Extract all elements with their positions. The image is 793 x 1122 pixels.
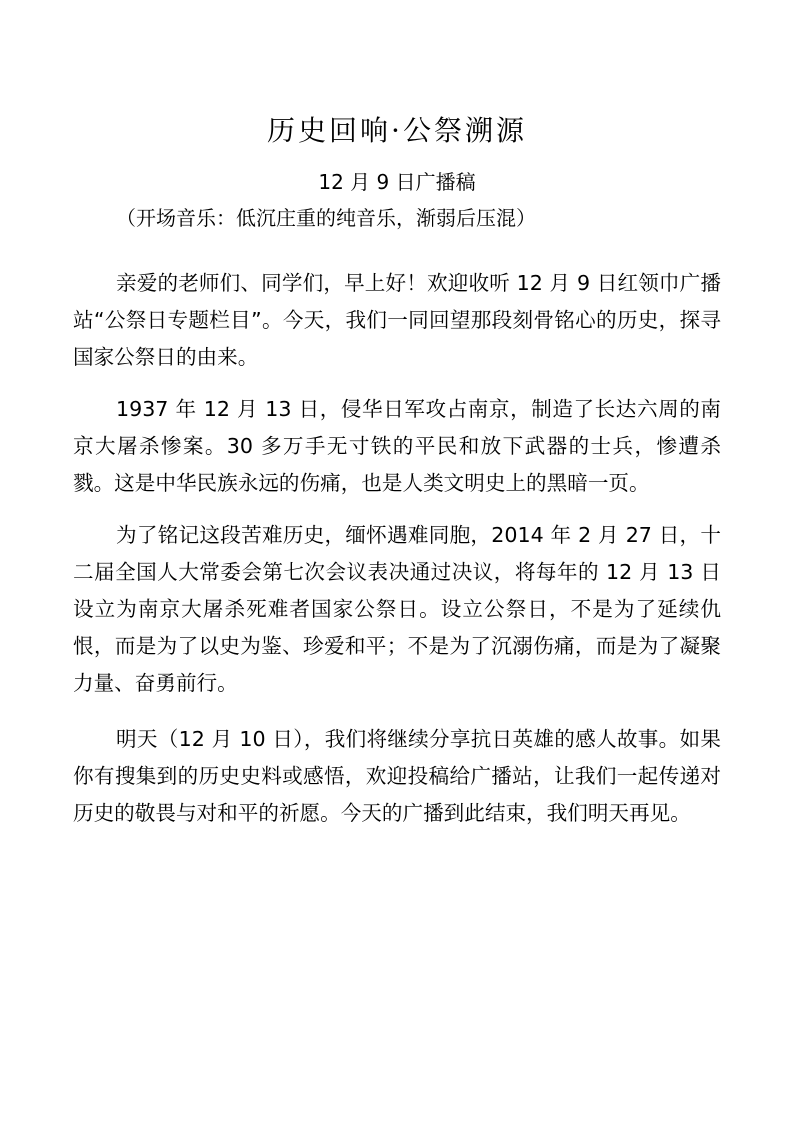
document-subtitle: 12 月 9 日广播稿 [318,170,476,194]
paragraph-history: 1937 年 12 月 13 日，侵华日军攻占南京，制造了长达六周的南京大屠杀惨案。30 多万手无寸铁的平民和放下武器的士兵，惨遭杀戮。这是中华民族永远的伤痛，也是人类文明史上的黑暗一页。 [73,396,721,495]
document-title: 历史回响·公祭溯源 [267,114,527,147]
paragraph-closing: 明天（12 月 10 日），我们将继续分享抗日英雄的感人故事。如果你有搜集到的历史史料或感悟，欢迎投稿给广播站，让我们一起传递对历史的敬畏与对和平的祈愿。今天的广播到此结束，我们明天再见。 [73,726,721,825]
paragraph-memorial-day: 为了铭记这段苦难历史，缅怀遇难同胞，2014 年 2 月 27 日，十二届全国人大常委会第七次会议表决通过决议，将每年的 12 月 13 日设立为南京大屠杀死难者国家公祭日。设立公祭日，不是为了延续仇恨，而是为了以史为鉴、珍爱和平；不是为了沉溺伤痛，而是为了凝聚力量、奋勇前行。 [73,522,721,695]
stage-note: （开场音乐：低沉庄重的纯音乐，渐弱后压混） [116,206,536,230]
paragraph-greeting: 亲爱的老师们、同学们，早上好！欢迎收听 12 月 9 日红领巾广播站“公祭日专题栏目”。今天，我们一同回望那段刻骨铭心的历史，探寻国家公祭日的由来。 [73,270,721,369]
